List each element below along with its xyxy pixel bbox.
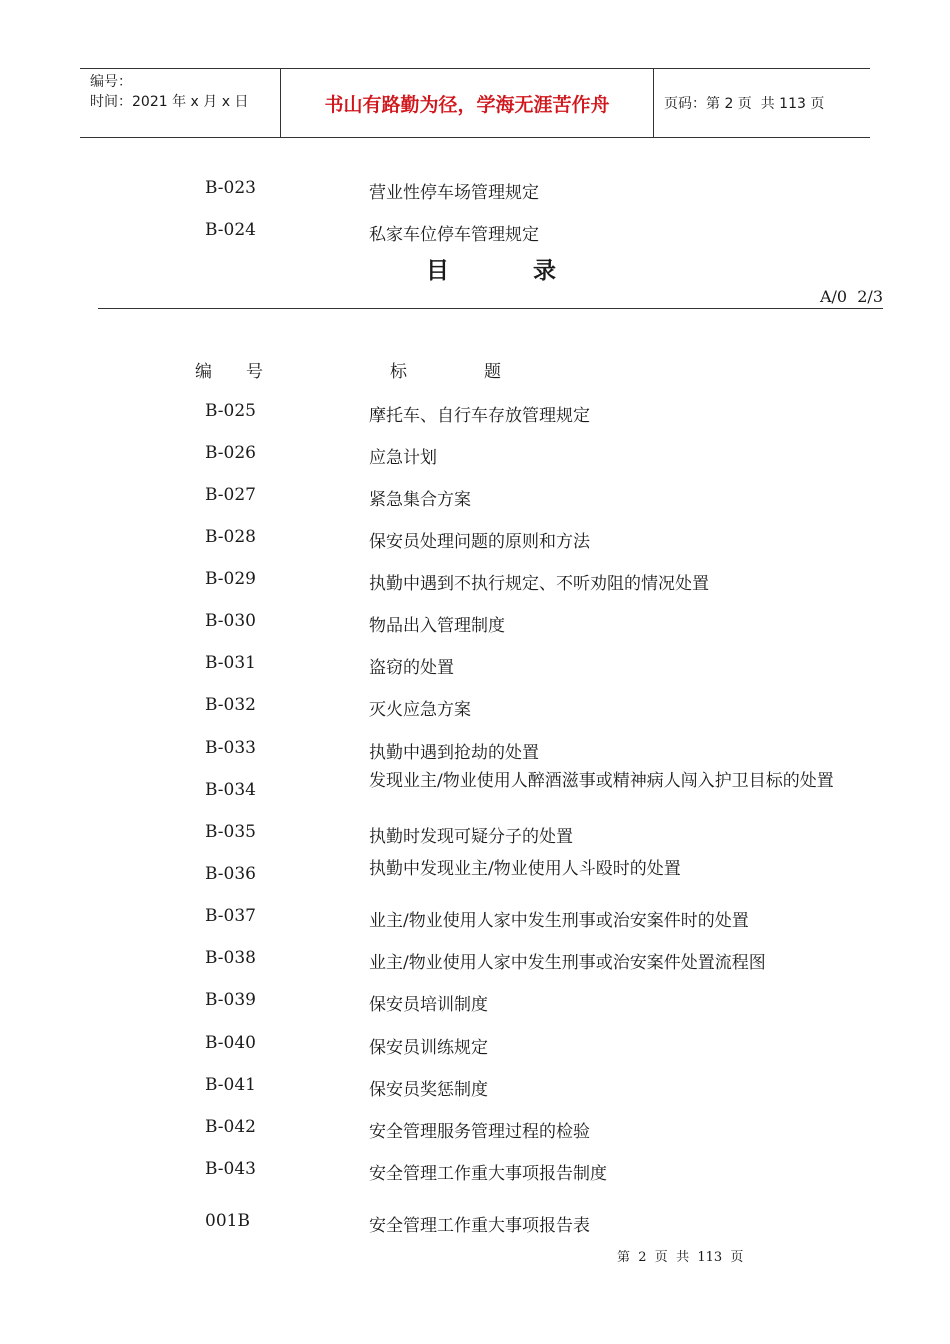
list-item [0, 1211, 950, 1235]
entry-code: B-024 [205, 220, 256, 240]
entry-code: B-028 [205, 527, 256, 547]
entry-title: 执勤时发现可疑分子的处置 [369, 827, 573, 847]
list-item [0, 653, 950, 677]
version-label: A/0 2/3 [819, 287, 883, 306]
header-page-info [654, 69, 870, 137]
entry-title: 业主/物业使用人家中发生刑事或治安案件处置流程图 [369, 953, 766, 973]
list-item [0, 443, 950, 467]
entry-code: B-029 [205, 569, 256, 589]
entry-title: 安全管理工作重大事项报告制度 [369, 1164, 607, 1184]
time-label: 时间：2021 年 x 月 x 日 [90, 94, 249, 110]
list-item [0, 906, 950, 930]
entry-title: 发现业主/物业使用人醉酒滋事或精神病人闯入护卫目标的处置 [369, 771, 834, 791]
list-item [0, 822, 950, 846]
page-info: 页码：第 2 页 共 113 页 [664, 96, 825, 112]
entry-title: 业主/物业使用人家中发生刑事或治安案件时的处置 [369, 911, 749, 931]
entry-title: 保安员奖惩制度 [369, 1080, 488, 1100]
entry-code: B-032 [205, 695, 256, 715]
column-head-code-2: 号 [246, 362, 263, 382]
entry-title: 紧急集合方案 [369, 490, 471, 510]
column-head-code-1: 编 [195, 362, 212, 382]
page-footer: 第 2 页 共 113 页 [617, 1250, 744, 1265]
entry-title: 执勤中遇到不执行规定、不听劝阻的情况处置 [369, 574, 709, 594]
page-header [80, 68, 870, 138]
list-item [0, 738, 950, 762]
entry-code: B-033 [205, 738, 256, 758]
entry-code: B-040 [205, 1033, 256, 1053]
entry-title: 营业性停车场管理规定 [369, 183, 539, 203]
entry-code: B-026 [205, 443, 256, 463]
list-item [0, 401, 950, 425]
motto: 书山有路勤为径，学海无涯苦作舟 [281, 69, 654, 137]
entry-code: B-035 [205, 822, 256, 842]
entry-title: 执勤中发现业主/物业使用人斗殴时的处置 [369, 859, 681, 879]
entry-title: 保安员训练规定 [369, 1038, 488, 1058]
list-item [0, 990, 950, 1014]
list-item [0, 569, 950, 593]
entry-code: B-037 [205, 906, 256, 926]
entry-title: 物品出入管理制度 [369, 616, 505, 636]
entry-title: 安全管理服务管理过程的检验 [369, 1122, 590, 1142]
list-item [0, 948, 950, 972]
number-label: 编号： [90, 74, 132, 90]
header-meta [80, 69, 281, 137]
entry-title: 盗窃的处置 [369, 658, 454, 678]
list-item [0, 1075, 950, 1099]
list-item [0, 859, 950, 888]
entry-code: B-023 [205, 178, 256, 198]
entry-code: B-036 [205, 864, 256, 884]
column-head-title-1: 标 [390, 362, 407, 382]
list-item [0, 1159, 950, 1183]
entry-title: 保安员处理问题的原则和方法 [369, 532, 590, 552]
list-item [0, 1117, 950, 1141]
list-item [0, 611, 950, 635]
list-item [0, 1033, 950, 1057]
entry-code: B-031 [205, 653, 256, 673]
entry-code: B-042 [205, 1117, 256, 1137]
list-item [0, 527, 950, 551]
entry-code: B-030 [205, 611, 256, 631]
entry-code: B-027 [205, 485, 256, 505]
entry-code: B-034 [205, 780, 256, 800]
list-item [0, 695, 950, 719]
entry-code: B-039 [205, 990, 256, 1010]
entry-code: B-043 [205, 1159, 256, 1179]
entry-code: B-025 [205, 401, 256, 421]
list-item [0, 771, 950, 804]
entry-title: 应急计划 [369, 448, 437, 468]
heading-char-1: 目 [426, 257, 449, 284]
entry-code: 001B [205, 1211, 250, 1231]
column-head-title-2: 题 [484, 362, 501, 382]
entry-title: 私家车位停车管理规定 [369, 225, 539, 245]
list-item [0, 220, 950, 244]
list-item [0, 485, 950, 509]
heading-char-2: 录 [533, 257, 556, 284]
divider [98, 308, 883, 309]
entry-code: B-041 [205, 1075, 256, 1095]
entry-title: 保安员培训制度 [369, 995, 488, 1015]
entry-title: 执勤中遇到抢劫的处置 [369, 743, 539, 763]
entry-code: B-038 [205, 948, 256, 968]
entry-title: 安全管理工作重大事项报告表 [369, 1216, 590, 1236]
entry-title: 灭火应急方案 [369, 700, 471, 720]
entry-title: 摩托车、自行车存放管理规定 [369, 406, 590, 426]
list-item [0, 178, 950, 202]
